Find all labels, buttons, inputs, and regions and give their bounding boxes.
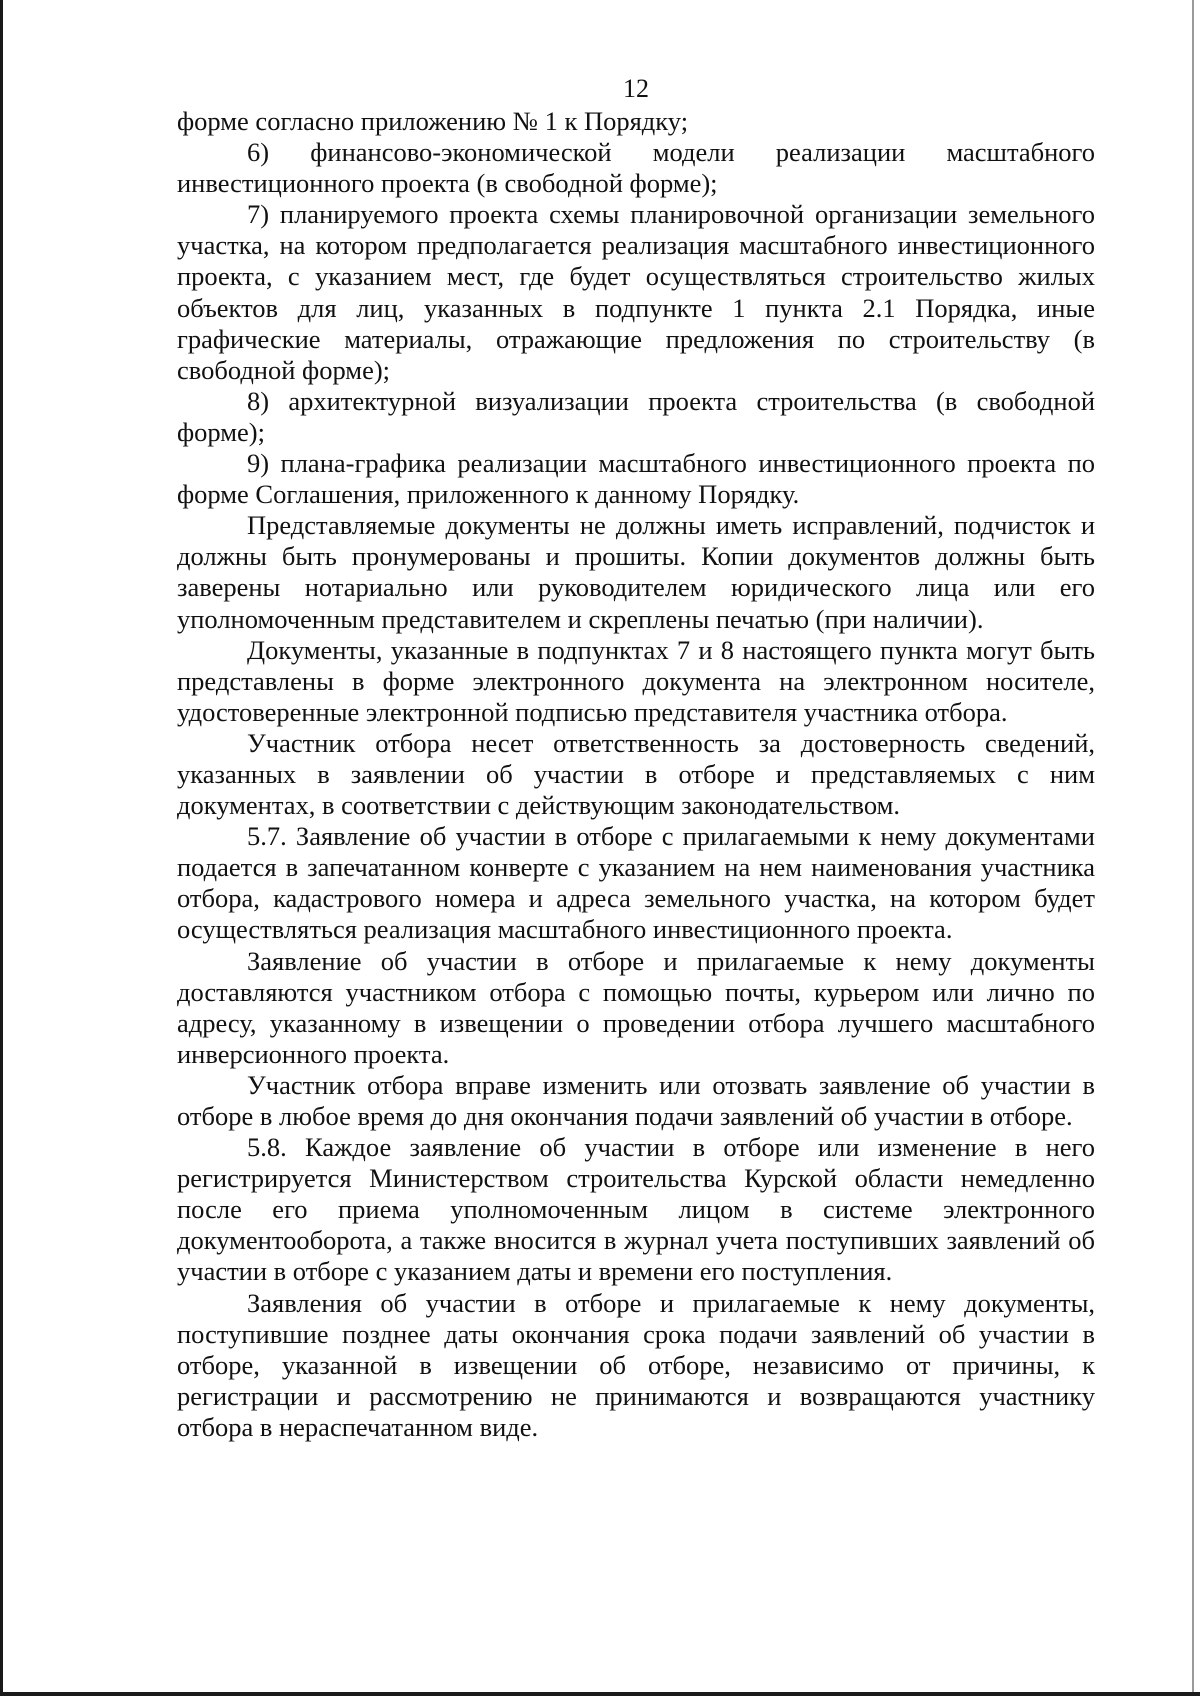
paragraph: Документы, указанные в подпунктах 7 и 8 настоящего пункта могут быть представлены в форме электронного документа на электронном носителе, удостоверенные электронной подписью представителя участника отбора.	[177, 634, 1095, 727]
scan-edge-left	[0, 0, 3, 1696]
scan-edge-right	[1192, 0, 1194, 1696]
document-page	[177, 72, 1095, 1443]
document-body	[177, 106, 1095, 1443]
paragraph: Представляемые документы не должны иметь исправлений, подчисток и должны быть пронумерованы и прошиты. Копии документов должны быть заверены нотариально или руководителем юридического лица или его уполномоченным представителем и скреплены печатью (при наличии).	[177, 510, 1095, 634]
scan-edge-bottom	[0, 1692, 1200, 1696]
paragraph: Участник отбора вправе изменить или отозвать заявление об участии в отборе в любое время до дня окончания подачи заявлений об участии в отборе.	[177, 1069, 1095, 1131]
clause-5-7: 5.7. Заявление об участии в отборе с прилагаемыми к нему документами подается в запечатанном конверте с указанием на нем наименования участника отбора, кадастрового номера и адреса земельного участка, на котором будет осуществляться реализация масштабного инвестиционного проекта.	[177, 821, 1095, 945]
list-item-6: 6) финансово-экономической модели реализации масштабного инвестиционного проекта (в свободной форме);	[177, 137, 1095, 199]
list-item-9: 9) плана-графика реализации масштабного инвестиционного проекта по форме Соглашения, приложенного к данному Порядку.	[177, 448, 1095, 510]
paragraph-continuation: форме согласно приложению № 1 к Порядку;	[177, 106, 689, 136]
clause-5-8: 5.8. Каждое заявление об участии в отборе или изменение в него регистрируется Министерством строительства Курской области немедленно после его приема уполномоченным лицом в системе электронного документооборота, а также вносится в журнал учета поступивших заявлений об участии в отборе с указанием даты и времени его поступления.	[177, 1132, 1095, 1287]
paragraph: Участник отбора несет ответственность за достоверность сведений, указанных в заявлении об участии в отборе и представляемых с ним документах, в соответствии с действующим законодательством.	[177, 727, 1095, 821]
page-number: 12	[623, 74, 649, 103]
list-item-7: 7) планируемого проекта схемы планировочной организации земельного участка, на котором предполагается реализация масштабного инвестиционного проекта, с указанием мест, где будет осуществляться строительство жилых объектов для лиц, указанных в подпункте 1 пункта 2.1 Порядка, иные графические материалы, отражающие предложения по строительству (в свободной форме);	[177, 199, 1095, 385]
list-item-8: 8) архитектурной визуализации проекта строительства (в свободной форме);	[177, 385, 1095, 447]
paragraph: Заявления об участии в отборе и прилагаемые к нему документы, поступившие позднее даты окончания срока подачи заявлений об участии в отборе, указанной в извещении об отборе, независимо от причины, к регистрации и рассмотрению не принимаются и возвращаются участнику отбора в нераспечатанном виде.	[177, 1287, 1095, 1442]
paragraph: Заявление об участии в отборе и прилагаемые к нему документы доставляются участником отбора с помощью почты, курьером или лично по адресу, указанному в извещении о проведении отбора лучшего масштабного инверсионного проекта.	[177, 945, 1095, 1069]
